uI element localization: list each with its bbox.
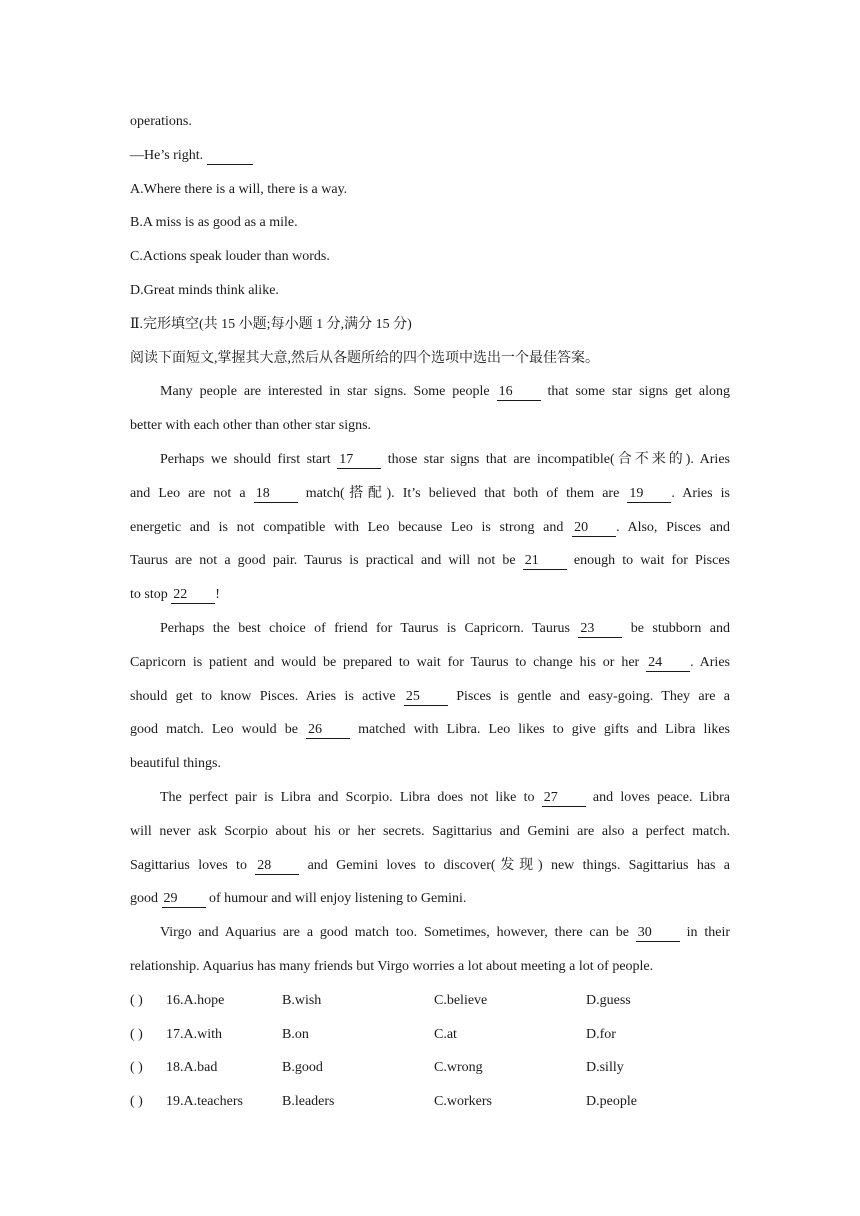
text: . Aries <box>690 654 730 670</box>
blank-22: 22 <box>171 587 215 604</box>
question-stem <box>130 1092 282 1126</box>
option-line <box>130 180 730 214</box>
blank-20: 20 <box>572 520 616 537</box>
blank-25: 25 <box>404 689 448 706</box>
text: Taurus are not a good pair. Taurus is practical and will not be <box>130 553 523 569</box>
text: and Leo are not a <box>130 485 254 501</box>
passage-line <box>130 923 730 957</box>
option-text: A.Where there is a will, there is a way. <box>130 181 348 197</box>
option-text: C.Actions speak louder than words. <box>130 249 330 265</box>
text-line <box>130 112 730 146</box>
option-line <box>130 213 730 247</box>
question-row <box>130 1092 730 1126</box>
option-line <box>130 281 730 315</box>
option-d: D.silly <box>586 1060 624 1076</box>
blank-17: 17 <box>337 452 381 469</box>
option-a: 16.A.hope <box>166 992 225 1008</box>
option-d: D.for <box>586 1026 616 1042</box>
passage-line <box>130 856 730 890</box>
passage-line <box>130 889 730 923</box>
answer-paren: ( ) <box>130 1060 143 1076</box>
text: Capricorn is patient and would be prepared to wait for Taurus to change his or her <box>130 654 647 670</box>
question-stem <box>130 1058 282 1092</box>
passage-line <box>130 585 730 619</box>
text: ! <box>215 587 220 603</box>
option-text: D.Great minds think alike. <box>130 282 279 298</box>
option-line <box>130 247 730 281</box>
passage-line <box>130 484 730 518</box>
text: and Gemini loves to discover(发现) new things. Sagittarius has a <box>299 857 731 873</box>
text: The perfect pair is Libra and Scorpio. Libra does not like to <box>160 789 542 805</box>
text: and loves peace. Libra <box>585 789 730 805</box>
text: match(搭配). It’s believed that both of them are <box>297 485 628 501</box>
answer-blank <box>207 148 253 165</box>
option-c: C.workers <box>434 1094 492 1110</box>
section-heading <box>130 315 730 349</box>
option-a: 19.A.teachers <box>166 1094 243 1110</box>
option-a: 17.A.with <box>166 1026 222 1042</box>
option-d: D.people <box>586 1094 637 1110</box>
answer-paren: ( ) <box>130 992 143 1008</box>
blank-26: 26 <box>306 722 350 739</box>
instruction-text: 阅读下面短文,掌握其大意,然后从各题所给的四个选项中选出一个最佳答案。 <box>130 350 599 366</box>
blank-24: 24 <box>646 655 690 672</box>
question-row <box>130 991 730 1025</box>
text: of humour and will enjoy listening to Gemini. <box>205 891 467 907</box>
option-b: B.wish <box>282 992 322 1008</box>
text: be stubborn and <box>622 620 730 636</box>
option-text: B.A miss is as good as a mile. <box>130 215 298 231</box>
blank-23: 23 <box>578 621 622 638</box>
passage-line <box>130 957 730 991</box>
heading-text: Ⅱ.完形填空(共 15 小题;每小题 1 分,满分 15 分) <box>130 316 412 332</box>
instruction-line <box>130 349 730 383</box>
option-b: B.leaders <box>282 1094 335 1110</box>
text: operations. <box>130 114 192 129</box>
blank-27: 27 <box>542 790 586 807</box>
option-c: C.believe <box>434 992 488 1008</box>
passage-line <box>130 382 730 416</box>
question-stem <box>130 1025 282 1059</box>
passage-line <box>130 653 730 687</box>
text: good <box>130 891 162 907</box>
passage-line <box>130 788 730 822</box>
text: good match. Leo would be <box>130 722 307 738</box>
blank-19: 19 <box>627 486 671 503</box>
blank-28: 28 <box>255 858 299 875</box>
text: —He’s right. <box>130 147 207 163</box>
text: those star signs that are incompatible(合不来的). Aries <box>381 451 730 467</box>
text: matched with Libra. Leo likes to give gifts and Libra likes <box>350 722 730 738</box>
text: relationship. Aquarius has many friends but Virgo worries a lot about meeting a lot of people. <box>130 958 654 974</box>
blank-30: 30 <box>636 925 680 942</box>
answer-paren: ( ) <box>130 1026 143 1042</box>
text: in their <box>679 925 731 941</box>
passage-line <box>130 687 730 721</box>
passage-line <box>130 551 730 585</box>
passage-line <box>130 822 730 856</box>
text: enough to wait for Pisces <box>566 553 731 569</box>
text: Pisces is gentle and easy-going. They are a <box>447 688 730 704</box>
blank-21: 21 <box>523 553 567 570</box>
passage-line <box>130 416 730 450</box>
text: that some star signs get along <box>540 384 730 400</box>
question-row <box>130 1025 730 1059</box>
option-c: C.at <box>434 1026 457 1042</box>
option-a: 18.A.bad <box>166 1060 218 1076</box>
blank-29: 29 <box>162 891 206 908</box>
text: Many people are interested in star signs. Some people <box>160 384 497 400</box>
option-d: D.guess <box>586 992 631 1008</box>
option-b: B.good <box>282 1060 323 1076</box>
question-row <box>130 1058 730 1092</box>
text: will never ask Scorpio about his or her secrets. Sagittarius and Gemini are also a perfect match. <box>130 823 730 839</box>
blank-16: 16 <box>497 384 541 401</box>
passage-line <box>130 619 730 653</box>
blank-18: 18 <box>254 486 298 503</box>
text: Sagittarius loves to <box>130 857 256 873</box>
text: beautiful things. <box>130 756 221 772</box>
passage-line <box>130 450 730 484</box>
question-stem <box>130 991 282 1025</box>
text: energetic and is not compatible with Leo because Leo is strong and <box>130 519 573 535</box>
text: should get to know Pisces. Aries is active <box>130 688 404 704</box>
passage-line <box>130 754 730 788</box>
document-page <box>130 112 730 1126</box>
text: better with each other than other star signs. <box>130 418 372 434</box>
passage-line <box>130 518 730 552</box>
text-line <box>130 146 730 180</box>
option-b: B.on <box>282 1026 309 1042</box>
text: Virgo and Aquarius are a good match too. Sometimes, however, there can be <box>160 925 636 941</box>
text: . Aries is <box>671 485 730 501</box>
option-c: C.wrong <box>434 1060 483 1076</box>
text: Perhaps the best choice of friend for Taurus is Capricorn. Taurus <box>160 620 579 636</box>
text: Perhaps we should first start <box>160 451 338 467</box>
text: to stop <box>130 587 172 603</box>
text: . Also, Pisces and <box>616 519 730 535</box>
passage-line <box>130 720 730 754</box>
answer-paren: ( ) <box>130 1094 143 1110</box>
